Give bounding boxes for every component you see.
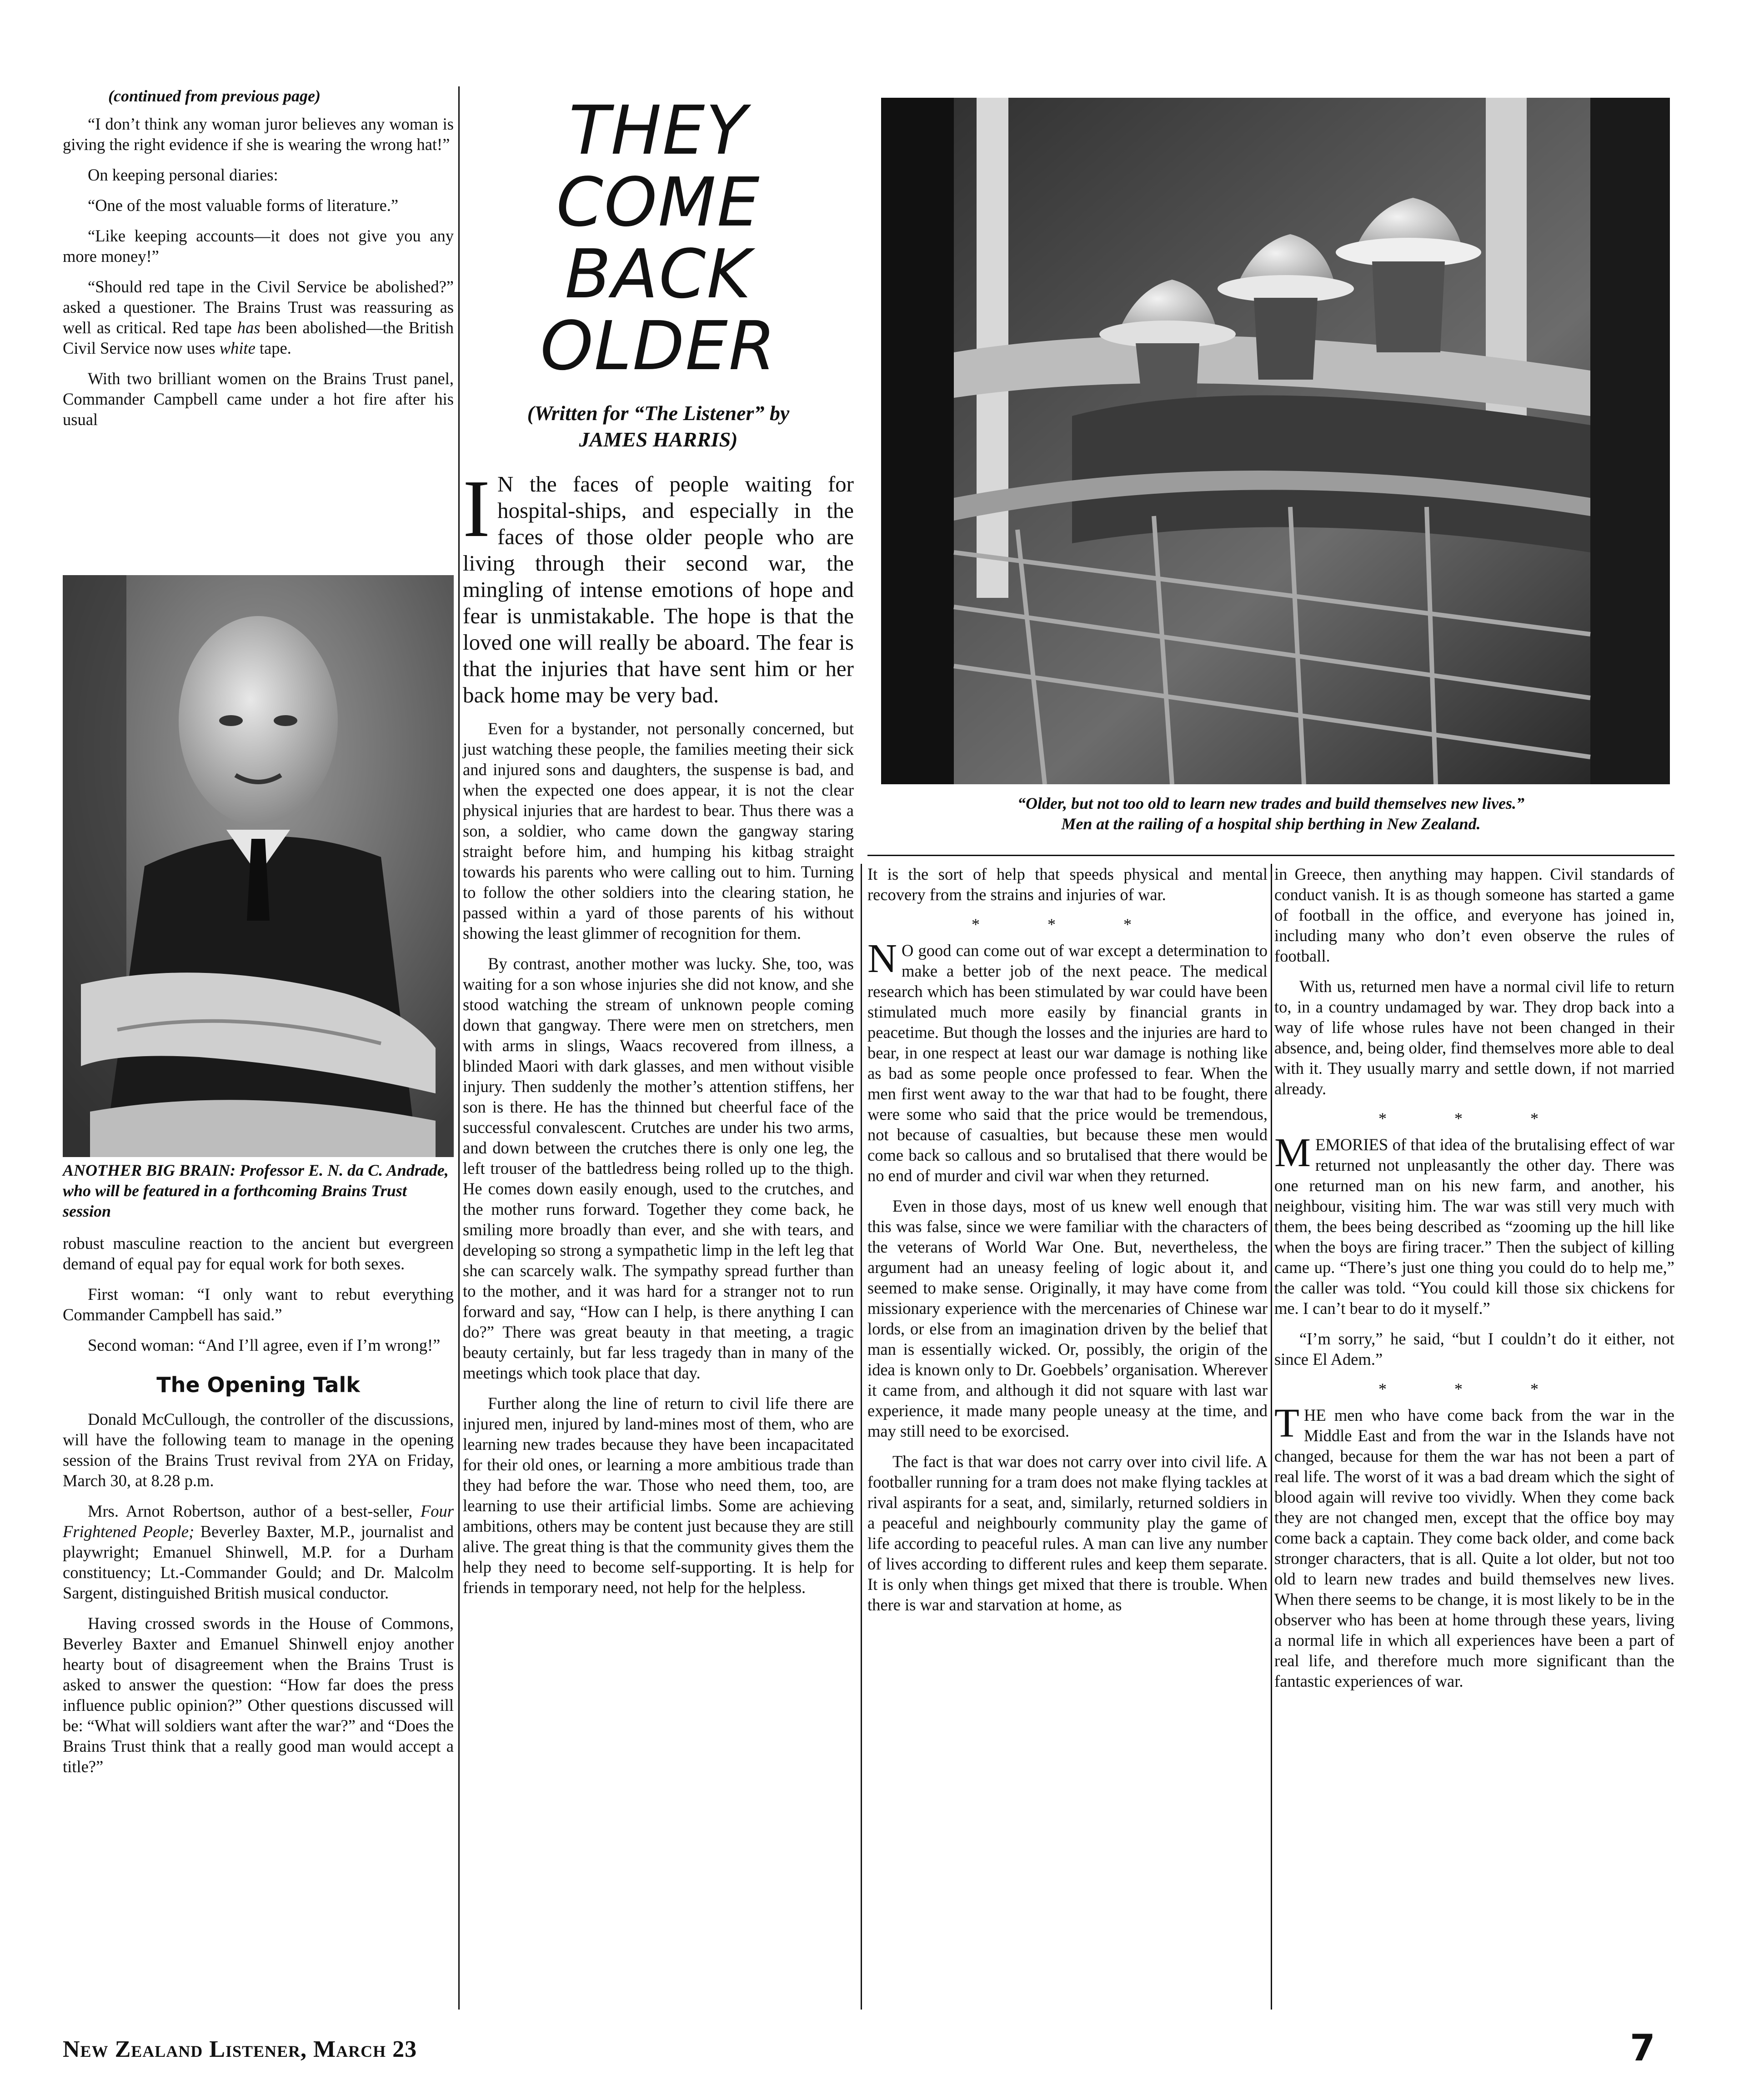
column-4	[1274, 864, 1674, 1701]
photo-caption: “Older, but not too old to learn new trades and build themselves new lives.” Men at the railing of a hospital ship berthing in New Zealand.	[1017, 794, 1525, 833]
column-rule	[1271, 864, 1272, 2010]
section-break: * * *	[1378, 1380, 1570, 1398]
paragraph: in Greece, then anything may happen. Civil standards of conduct vanish. It is as though someone has started a game of football in the office, and everyone has joined in, including many who don’t even observe the rules of football.	[1274, 865, 1674, 965]
portrait-illustration	[63, 575, 454, 1157]
paragraph: On keeping personal diaries:	[88, 165, 278, 184]
paragraph: By contrast, another mother was lucky. She, too, was waiting for a son whose injuries she did not know, and she stood watching the stream of unknown people coming down that gangway. There were men on stretchers, men with arms in slings, Waacs recovered from illness, a blinded Maori with dark glasses, and men without visible injury. Then suddenly the mother’s attention stiffens, her son is there. He has the thinned but cheerful face of the successful convalescent. Crutches are under his two arms, and down between the crutches there is only one leg, the left trouser of the battledress being rolled up to the thigh. He comes down easily enough, used to the crutches, and the mother runs forward. Together they come back, he smiling more broadly than ever, and she with tears, and developing so strong a sympathetic limp in the left leg that she can scarcely walk. The sympathy spread further than to the mother, and it was hard for a stranger not to run forward and say, “How can I help, is there anything I can do?” There was great beauty in that meeting, a tragic beauty certainly, but far less tragedy than in many of the meetings which took place that day.	[463, 954, 854, 1382]
paragraph: The fact is that war does not carry over into civil life. A footballer running for a tram does not make flying tackles at rival aspirants for a seat, and, similarly, returned soldiers in a peaceful and neighbourly community play the game of life according to peaceful rules. A man can live any number of lives according to different rules and keep them separate. It is only when things get mixed that there is trouble. When there is war and starvation at home, as	[867, 1452, 1268, 1614]
continued-note: (continued from previous page)	[108, 87, 321, 105]
ship-railing-illustration	[881, 98, 1670, 784]
drop-cap: T	[1274, 1401, 1299, 1446]
column-rule	[861, 864, 862, 2010]
paragraph: “I don’t think any woman juror believes any woman is giving the right evidence if she is wearing the wrong hat!”	[63, 115, 454, 154]
drop-cap: I	[463, 463, 490, 554]
column-2	[463, 86, 854, 1608]
paragraph: With us, returned men have a normal civil life to return to, in a country undamaged by war. They drop back into a way of life whose rules have not been changed in their absence, and, being older, find themselves more able to deal with it. They usually marry and settle down, if not married already.	[1274, 977, 1674, 1098]
portrait-caption-block	[63, 1160, 454, 1222]
article-intro: I N the faces of people waiting for hospital-ships, and especially in the faces of those older people who are living through their second war, the mingling of intense emotions of hope and fear is unmistakable. The hope is that the loved one will really be aboard. The fear is that the injuries that have sent him or her back home may be very bad.	[463, 463, 854, 707]
paragraph: Donald McCullough, the controller of the discussions, will have the following team to manage in the opening session of the Brains Trust revival from 2YA on Friday, March 30, at 8.28 p.m.	[63, 1410, 454, 1490]
portrait-caption: ANOTHER BIG BRAIN: Professor E. N. da C. Andrade, who will be featured in a forthcoming Brains Trust session	[63, 1161, 449, 1220]
paragraph: “I’m sorry,” he said, “but I couldn’t do it either, not since El Adem.”	[1274, 1329, 1674, 1368]
section-break: * * *	[972, 915, 1163, 933]
column-1	[63, 86, 454, 440]
paragraph: Second woman: “And I’ll agree, even if I’m wrong!”	[88, 1336, 441, 1354]
paragraph: N O good can come out of war except a determination to make a better job of the next peace. The medical research which has been stimulated by war could have been stimulated much more easily by financial grants in peacetime. But though the losses and the injuries are hard to bear, in one respect at least our war damage is nothing like as bad as some people once professed to fear. When the men first went away to the war that had to be fought, there were some who said that the price would be tremendous, not because of casualties, but because these men would come back so callous and so brutalised that there would be no end of murder and civil war when they returned.	[867, 936, 1268, 1185]
subheading: The Opening Talk	[156, 1373, 360, 1397]
section-break: * * *	[1378, 1109, 1570, 1128]
paragraph: Even for a bystander, not personally concerned, but just watching these people, the families meeting their sick and injured sons and daughters, the suspense is bad, and when the expected one does appear, it is not the clear physical injuries that are hardest to bear. Thus there was a son, a soldier, who came down the gangway staring straight before him, and humping his kitbag straight towards his parents who were calling out to him. Turning to follow the other soldiers into the clearing station, he passed within a yard of those parents of his without showing the least glimmer of recognition for them.	[463, 719, 854, 942]
paragraph: “Should red tape in the Civil Service be abolished?” asked a questioner. The Brains Trust was reassuring as well as critical. Red tape has been abolished—the British Civil Service now uses white tape.	[63, 277, 454, 357]
drop-cap: M	[1274, 1130, 1311, 1175]
paragraph: MEMORIES of that idea of the brutalising effect of war returned not unpleasantly the other day. There was one returned man on his new farm, and another, his neighbour, visiting him. The war was still very much with them, the bees being described as “zooming up the hill like when the boys are firing tracer.” Then the subject of killing came up. “There’s just one thing you could do to help me,” the caller was told. “You could kill those six chickens for me. I can’t bear to do it myself.”	[1274, 1130, 1674, 1318]
photo-caption-rule	[867, 855, 1674, 856]
publication-footer: New Zealand Listener, March 23	[63, 2036, 417, 2062]
paragraph: “Like keeping accounts—it does not give you any more money!”	[63, 226, 454, 266]
byline: (Written for “The Listener” by JAMES HARRIS)	[527, 401, 790, 451]
hospital-ship-photo	[881, 98, 1670, 784]
portrait-photo	[63, 575, 454, 1157]
article-headline: THEY COME BACK OLDER	[540, 91, 777, 385]
paragraph: Having crossed swords in the House of Commons, Beverley Baxter and Emanuel Shinwell enjoy another hearty bout of disagreement when the Brains Trust is asked to answer the question: “How far does the press influence public opinion?” Other questions discussed will be: “What will soldiers want after the war?” and “Does the Brains Trust think that a really good man would accept a title?”	[63, 1614, 454, 1776]
column-rule	[458, 86, 460, 2010]
column-3	[867, 864, 1268, 1625]
paragraph: robust masculine reaction to the ancient but evergreen demand of equal pay for equal work for both sexes.	[63, 1234, 454, 1273]
paragraph: Mrs. Arnot Robertson, author of a best-seller, Four Frightened People; Beverley Baxter, M.P., journalist and playwright; Emanuel Shinwell, M.P. for a Durham constituency; Lt.-Commander Gould; and Dr. Malcolm Sargent, distinguished British musical conductor.	[63, 1502, 454, 1602]
paragraph: “One of the most valuable forms of literature.”	[88, 196, 399, 215]
paragraph: It is the sort of help that speeds physical and mental recovery from the strains and injuries of war.	[867, 865, 1268, 904]
paragraph: THE men who have come back from the war in the Middle East and from the war in the Islands have not changed, because for them the war has not been a part of real life. The worst of it was a bad dream which the sight of blood again will revive too vividly. When they come back they are not changed men, except that the office boy may come back a captain. They come back older, and come back stronger characters, that is all. Quite a lot older, but not too old to learn new trades and build themselves new lives. When there seems to be change, it is most likely to be in the observer who has been at home through these years, living a normal life in which all experiences have been a part of real life, and therefore much more significant than the fantastic experiences of war.	[1274, 1401, 1674, 1690]
column-1-continued	[63, 1233, 454, 1787]
paragraph: First woman: “I only want to rebut everything Commander Campbell has said.”	[63, 1285, 454, 1324]
paragraph: Further along the line of return to civil life there are injured men, injured by land-mines most of them, who are learning new trades because they have been incapacitated for their old ones, or learning a more ambitious trade than they had before the war. Those who need them, too, are learning to use their artificial limbs. Some are achieving ambitions, others may be content just because they are still alive. The great thing is that the community gives them the help they need to become self-supporting. It is help for friends in temporary need, not help for the helpless.	[463, 1394, 854, 1597]
paragraph: Even in those days, most of us knew well enough that this was false, since we were familiar with the characters of the veterans of World War One. But, nevertheless, the argument had an uneasy feeling of logic about it, and seemed to make sense. Originally, it may have come from missionary experience with the mercenaries of Chinese war lords, or else from an imagination driven by the belief that man is essentially wicked. Or, possibly, the origin of the idea is known only to Dr. Goebbels’ organisation. Wherever it came from, and although it did not square with last war experience, it made many people uneasy at the time, and may still need to be exorcised.	[867, 1197, 1268, 1440]
drop-cap: N	[867, 936, 897, 981]
page-number: 7	[1630, 2027, 1655, 2069]
paragraph: With two brilliant women on the Brains Trust panel, Commander Campbell came under a hot fire after his usual	[63, 369, 454, 429]
